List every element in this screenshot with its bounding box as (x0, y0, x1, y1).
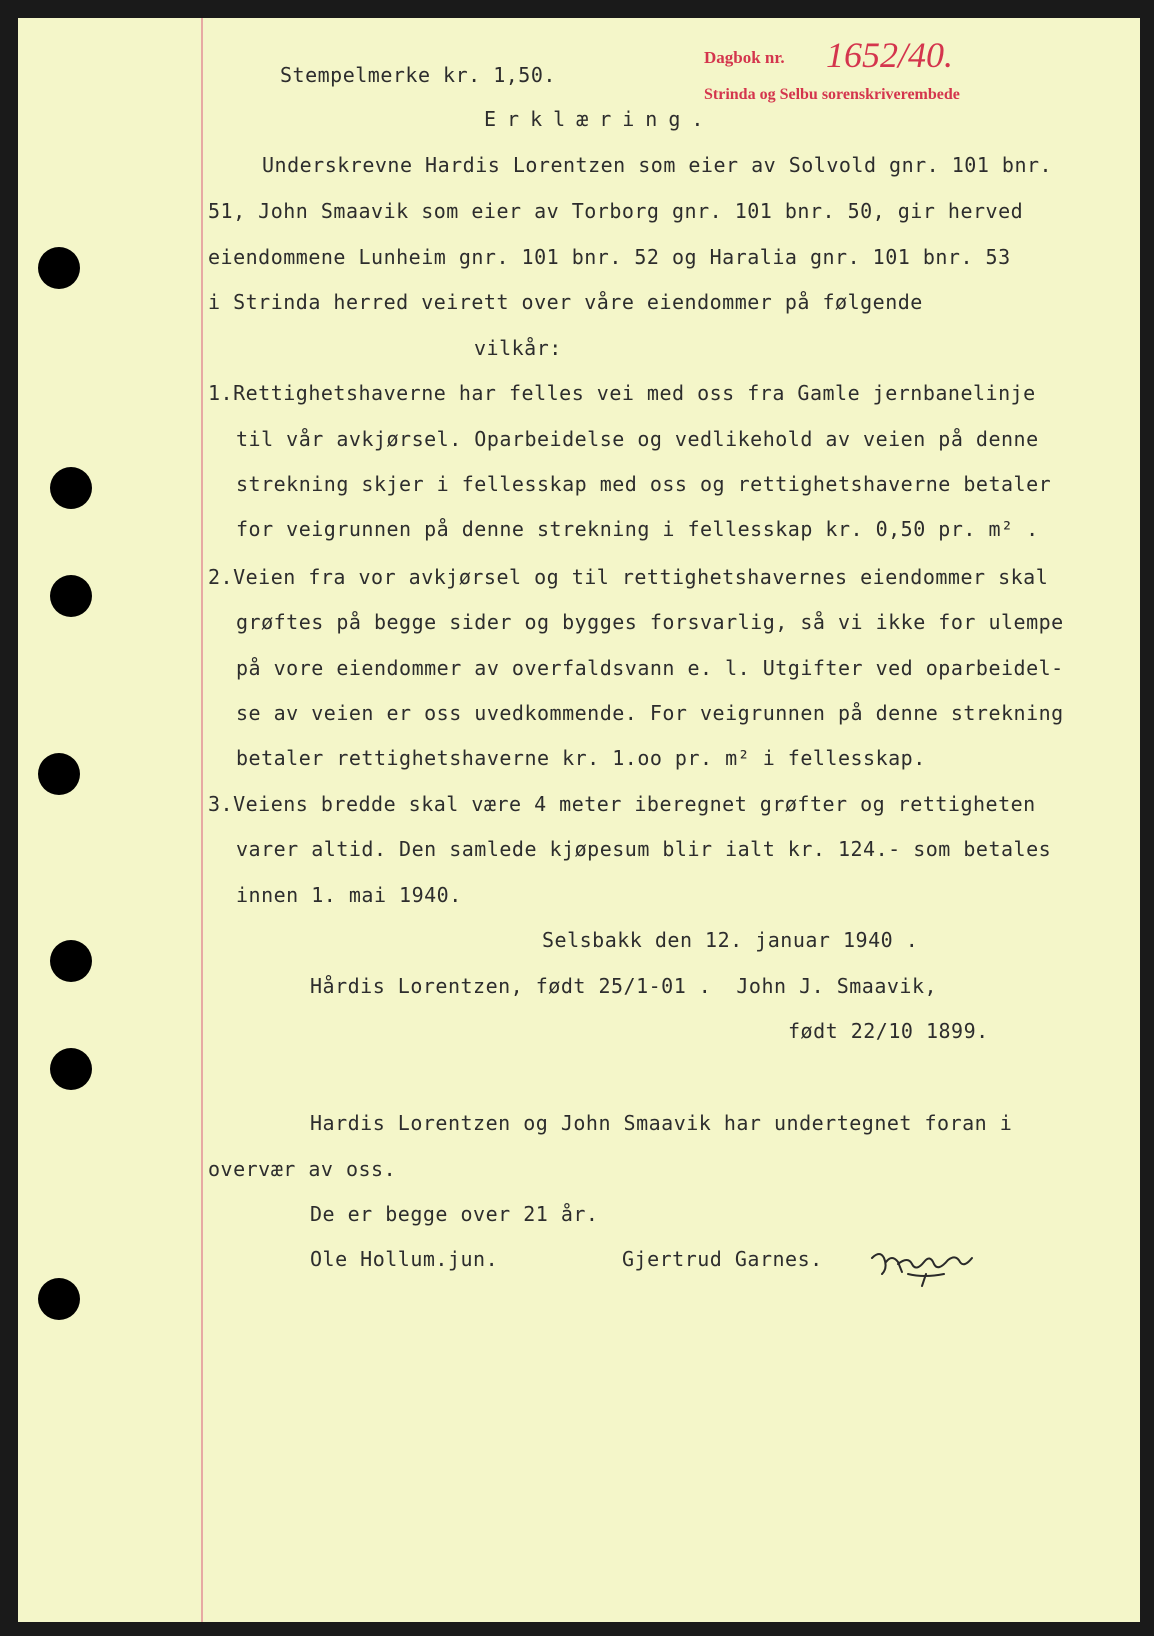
text-line: for veigrunnen på denne strekning i fellesskap kr. 0,50 pr. m² . (236, 517, 1039, 541)
text-line: innen 1. mai 1940. (236, 883, 462, 907)
text-line: Hardis Lorentzen og John Smaavik har undertegnet foran i (310, 1111, 1013, 1135)
text-line: overvær av oss. (208, 1157, 397, 1181)
text-line: til vår avkjørsel. Oparbeidelse og vedlikehold av veien på denne (236, 427, 1039, 451)
document-title: Erklæring. (484, 107, 715, 131)
text-line: De er begge over 21 år. (310, 1202, 599, 1226)
text-line: i Strinda herred veirett over våre eiendommer på følgende (208, 290, 923, 314)
text-line: betaler rettighetshaverne kr. 1.oo pr. m² i fellesskap. (236, 746, 926, 770)
punch-hole (50, 940, 92, 982)
punch-hole (38, 1278, 80, 1320)
journal-number: 1652/40. (826, 35, 954, 75)
witness-name: Ole Hollum.jun. (310, 1247, 499, 1271)
text-line: Underskrevne Hardis Lorentzen som eier av Solvold gnr. 101 bnr. (262, 153, 1053, 177)
journal-stamp-label: Dagbok nr. (704, 48, 785, 67)
text-line: strekning skjer i fellesskap med oss og rettighetshaverne betaler (236, 472, 1052, 496)
conditions-heading: vilkår: (474, 336, 562, 360)
margin-line (201, 18, 203, 1622)
text-line: grøftes på begge sider og bygges forsvarlig, så vi ikke for ulempe (236, 610, 1064, 634)
place-date: Selsbakk den 12. januar 1940 . (542, 928, 919, 952)
punch-hole (50, 575, 92, 617)
signatories-line: Hårdis Lorentzen, født 25/1-01 . John J. Smaavik, (310, 974, 938, 998)
punch-hole (50, 1048, 92, 1090)
court-stamp: Strinda og Selbu sorenskriverembede (704, 86, 960, 103)
text-line: 51, John Smaavik som eier av Torborg gnr. 101 bnr. 50, gir herved (208, 199, 1024, 223)
text-line: se av veien er oss uvedkommende. For veigrunnen på denne strekning (236, 701, 1064, 725)
text-line: varer altid. Den samlede kjøpesum blir ialt kr. 124.- som betales (236, 837, 1052, 861)
birthdate-line: født 22/10 1899. (788, 1019, 989, 1043)
punch-hole (38, 753, 80, 795)
document-page (18, 18, 1140, 1622)
punch-hole (50, 467, 92, 509)
handwritten-signature (868, 1244, 978, 1288)
text-line: 2.Veien fra vor avkjørsel og til rettighetshavernes eiendommer skal (208, 565, 1049, 589)
text-line: eiendommene Lunheim gnr. 101 bnr. 52 og Haralia gnr. 101 bnr. 53 (208, 245, 1011, 269)
punch-hole (38, 247, 80, 289)
text-line: 1.Rettighetshaverne har felles vei med oss fra Gamle jernbanelinje (208, 381, 1036, 405)
text-line: på vore eiendommer av overfaldsvann e. l. Utgifter ved oparbeidel- (236, 656, 1064, 680)
text-line: 3.Veiens bredde skal være 4 meter iberegnet grøfter og rettigheten (208, 792, 1036, 816)
stamp-fee: Stempelmerke kr. 1,50. (280, 63, 556, 87)
witness-name: Gjertrud Garnes. (622, 1247, 823, 1271)
